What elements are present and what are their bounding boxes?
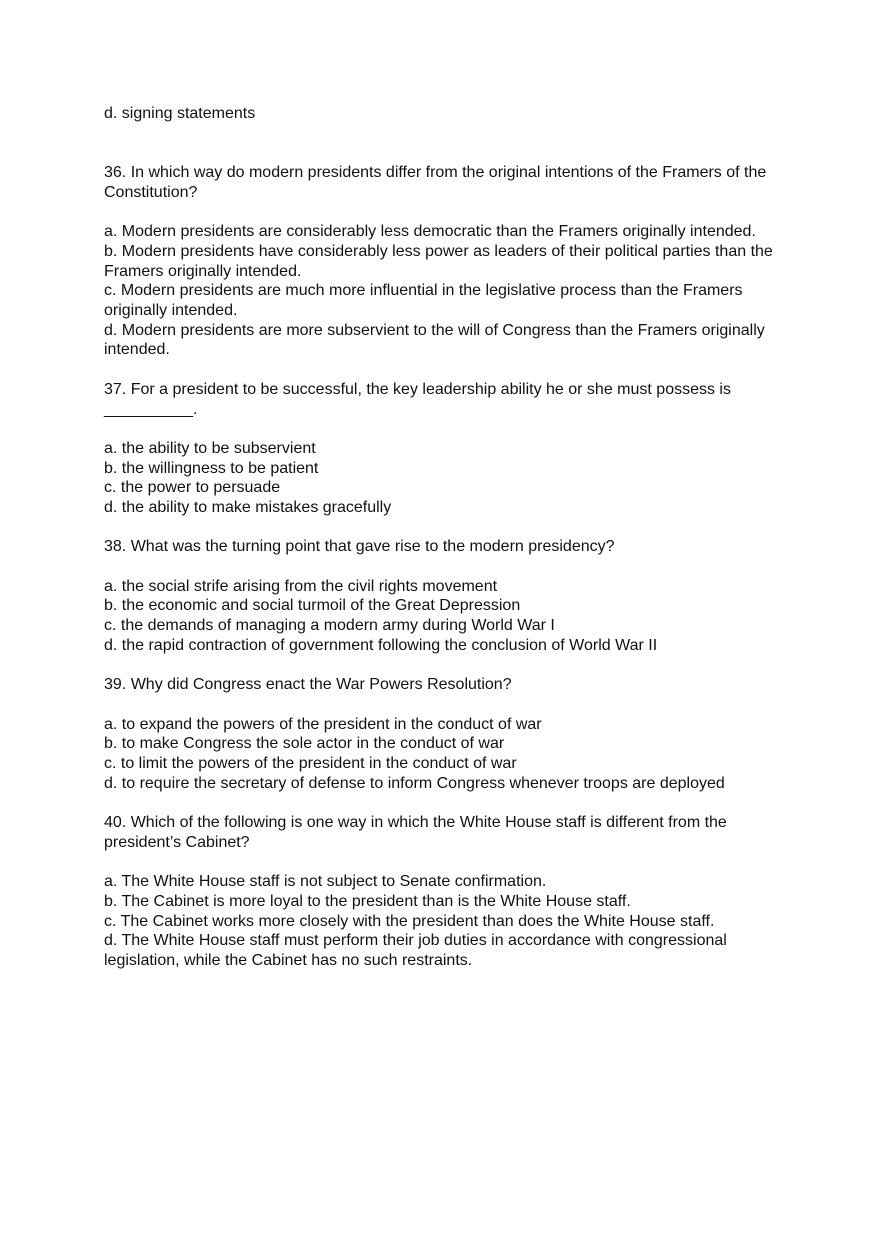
question-stem: 36. In which way do modern presidents differ from the original intentions of the Framers of the Constitution? — [104, 164, 767, 201]
document-page — [104, 104, 786, 971]
answer-options — [104, 872, 786, 971]
question-block — [104, 537, 786, 655]
answer-option: c. the power to persuade — [104, 479, 281, 497]
answer-option: d. to require the secretary of defense to inform Congress whenever troops are deployed — [104, 774, 725, 792]
answer-option: d. The White House staff must perform their job duties in accordance with congressional legislation, while the Cabinet has no such restraints. — [104, 932, 727, 970]
answer-option: a. Modern presidents are considerably less democratic than the Framers originally intended. — [104, 223, 756, 241]
answer-option: d. the rapid contraction of government following the conclusion of World War II — [104, 636, 658, 654]
previous-option: d. signing statements — [104, 105, 256, 122]
answer-options — [104, 222, 786, 360]
answer-option: d. Modern presidents are more subservient to the will of Congress than the Framers originally intended. — [104, 321, 765, 359]
answer-options — [104, 715, 786, 794]
question-block — [104, 813, 786, 971]
question-block — [104, 380, 786, 518]
answer-option: b. to make Congress the sole actor in the conduct of war — [104, 735, 505, 753]
answer-option: b. the willingness to be patient — [104, 459, 319, 477]
answer-options — [104, 577, 786, 656]
answer-option: b. Modern presidents have considerably less power as leaders of their political parties than the Framers originally intended. — [104, 242, 773, 280]
answer-option: a. to expand the powers of the president in the conduct of war — [104, 715, 542, 733]
question-stem: 38. What was the turning point that gave rise to the modern presidency? — [104, 538, 615, 556]
answer-option: a. The White House staff is not subject to Senate confirmation. — [104, 873, 547, 891]
answer-option: b. the economic and social turmoil of the Great Depression — [104, 597, 521, 615]
question-block — [104, 675, 786, 793]
answer-option: a. the social strife arising from the civil rights movement — [104, 577, 498, 595]
answer-options — [104, 439, 786, 518]
question-list — [104, 163, 786, 971]
answer-option: a. the ability to be subservient — [104, 439, 316, 457]
question-block — [104, 163, 786, 360]
question-stem: 37. For a president to be successful, the key leadership ability he or she must possess is __________. — [104, 380, 731, 418]
answer-option: b. The Cabinet is more loyal to the president than is the White House staff. — [104, 892, 631, 910]
question-stem: 40. Which of the following is one way in which the White House staff is different from the president’s Cabinet? — [104, 814, 727, 851]
answer-option: c. The Cabinet works more closely with the president than does the White House staff. — [104, 912, 715, 930]
answer-option: c. Modern presidents are much more influential in the legislative process than the Framers originally intended. — [104, 282, 743, 319]
question-stem: 39. Why did Congress enact the War Powers Resolution? — [104, 676, 512, 694]
answer-option: c. to limit the powers of the president in the conduct of war — [104, 755, 517, 773]
answer-option: d. the ability to make mistakes gracefully — [104, 499, 392, 516]
answer-option: c. the demands of managing a modern army during World War I — [104, 617, 555, 635]
